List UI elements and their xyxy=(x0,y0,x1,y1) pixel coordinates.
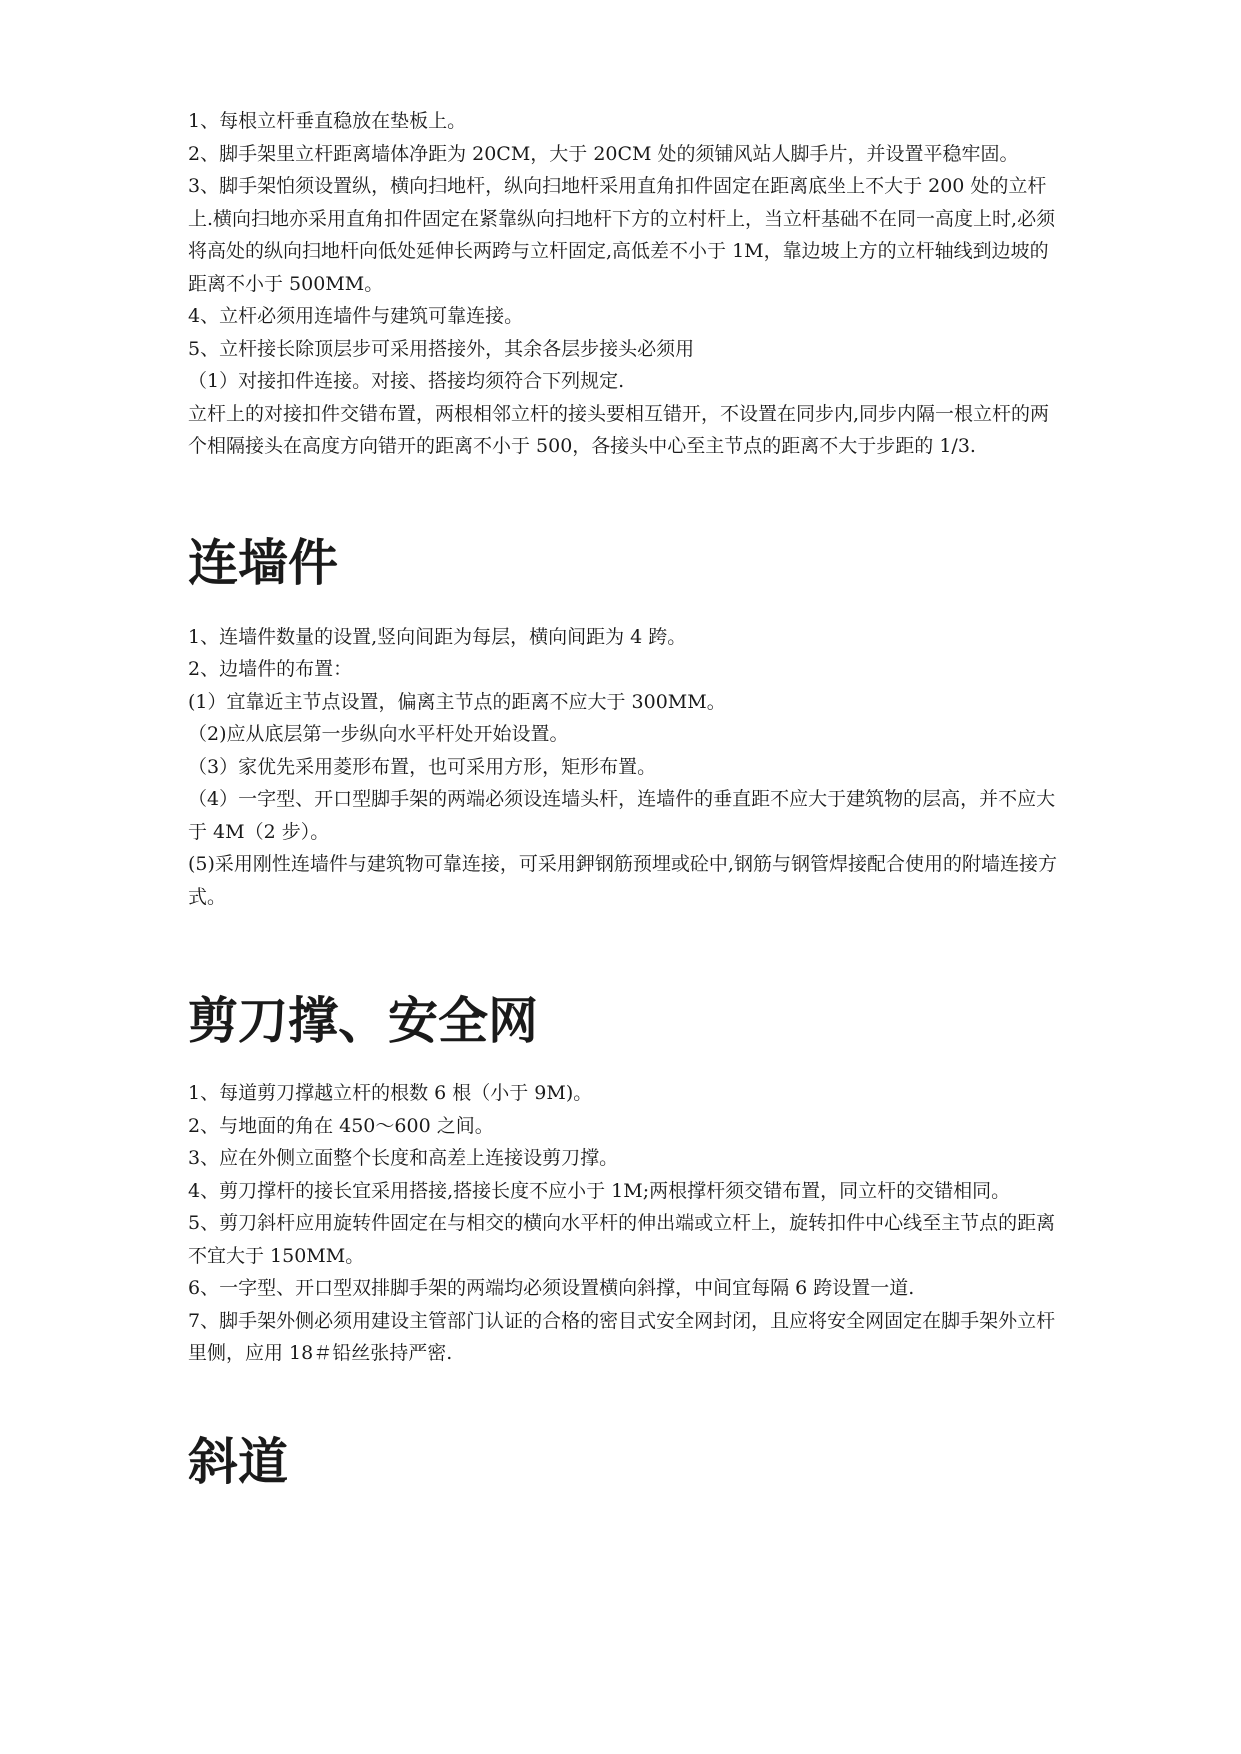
paragraph: 6、一字型、开口型双排脚手架的两端均必须设置横向斜撑，中间宜每隔 6 跨设置一道. xyxy=(188,1277,915,1299)
paragraph: （2)应从底层第一步纵向水平杆处开始设置。 xyxy=(188,723,569,745)
paragraph: （4）一字型、开口型脚手架的两端必须设连墙头杆，连墙件的垂直距不应大于建筑物的层高，并不应大于 4M（2 步）。 xyxy=(188,788,1056,843)
section-heading-jiandao: 剪刀撑、安全网 xyxy=(188,992,538,1050)
paragraph: 1、每道剪刀撑越立杆的根数 6 根（小于 9M)。 xyxy=(188,1082,593,1104)
section-heading-xiedao: 斜道 xyxy=(188,1432,288,1491)
paragraph: 3、脚手架怕须设置纵，横向扫地杆，纵向扫地杆采用直角扣件固定在距离底坐上不大于 200 处的立杆上.横向扫地亦采用直角扣件固定在紧靠纵向扫地杆下方的立村杆上，当立杆基础不在同一高度上时,必须将高处的纵向扫地杆向低处延伸长两跨与立杆固定,高低差不小于 1M，靠边坡上方的立杆轴线到边坡的距离不小于 500MM。 xyxy=(188,175,1056,295)
paragraph: (1）宜靠近主节点设置，偏离主节点的距离不应大于 300MM。 xyxy=(188,690,726,713)
paragraph: 立杆上的对接扣件交错布置，两根相邻立杆的接头要相互错开，不设置在同步内,同步内隔一根立杆的两个相隔接头在高度方向错开的距离不小于 500，各接头中心至主节点的距离不大于步距的 1/3. xyxy=(188,402,1050,457)
paragraph: 7、脚手架外侧必须用建设主管部门认证的合格的密目式安全网封闭，且应将安全网固定在脚手架外立杆里侧，应用 18＃铅丝张持严密. xyxy=(188,1309,1056,1364)
paragraph: 2、脚手架里立杆距离墙体净距为 20CM，大于 20CM 处的须铺风站人脚手片，并设置平稳牢固。 xyxy=(188,142,1019,165)
paragraph: 2、与地面的角在 450～600 之间。 xyxy=(188,1114,494,1137)
section-heading-lianqiang: 连墙件 xyxy=(188,533,338,592)
paragraph: 4、剪刀撑杆的接长宜采用搭接,搭接长度不应小于 1M;两根撑杆须交错布置，同立杆的交错相同。 xyxy=(188,1179,1011,1202)
section-jiandao xyxy=(188,1077,1060,1370)
paragraph: 1、连墙件数量的设置,竖向间距为每层，横向间距为 4 跨。 xyxy=(188,625,687,648)
paragraph: 1、每根立杆垂直稳放在垫板上。 xyxy=(188,110,467,132)
paragraph: 5、立杆接长除顶层步可采用搭接外，其余各层步接头必须用 xyxy=(188,337,695,360)
paragraph: 5、剪刀斜杆应用旋转件固定在与相交的横向水平杆的伸出端或立杆上，旋转扣件中心线至主节点的距离不宜大于 150MM。 xyxy=(188,1212,1056,1267)
section-intro xyxy=(188,105,1060,463)
paragraph: 2、边墙件的布置： xyxy=(188,658,353,680)
paragraph: （3）家优先采用菱形布置，也可采用方形，矩形布置。 xyxy=(188,755,657,778)
paragraph: （1）对接扣件连接。对接、搭接均须符合下列规定. xyxy=(188,370,625,392)
section-lianqiang xyxy=(188,621,1060,914)
paragraph: 4、立杆必须用连墙件与建筑可靠连接。 xyxy=(188,305,524,327)
paragraph: (5)采用刚性连墙件与建筑物可靠连接，可采用鉀钢筋预埋或砼中,钢筋与钢管焊接配合使用的附墙连接方式。 xyxy=(188,853,1057,908)
paragraph: 3、应在外侧立面整个长度和高差上连接设剪刀撑。 xyxy=(188,1147,619,1169)
document-body xyxy=(188,105,1060,1492)
